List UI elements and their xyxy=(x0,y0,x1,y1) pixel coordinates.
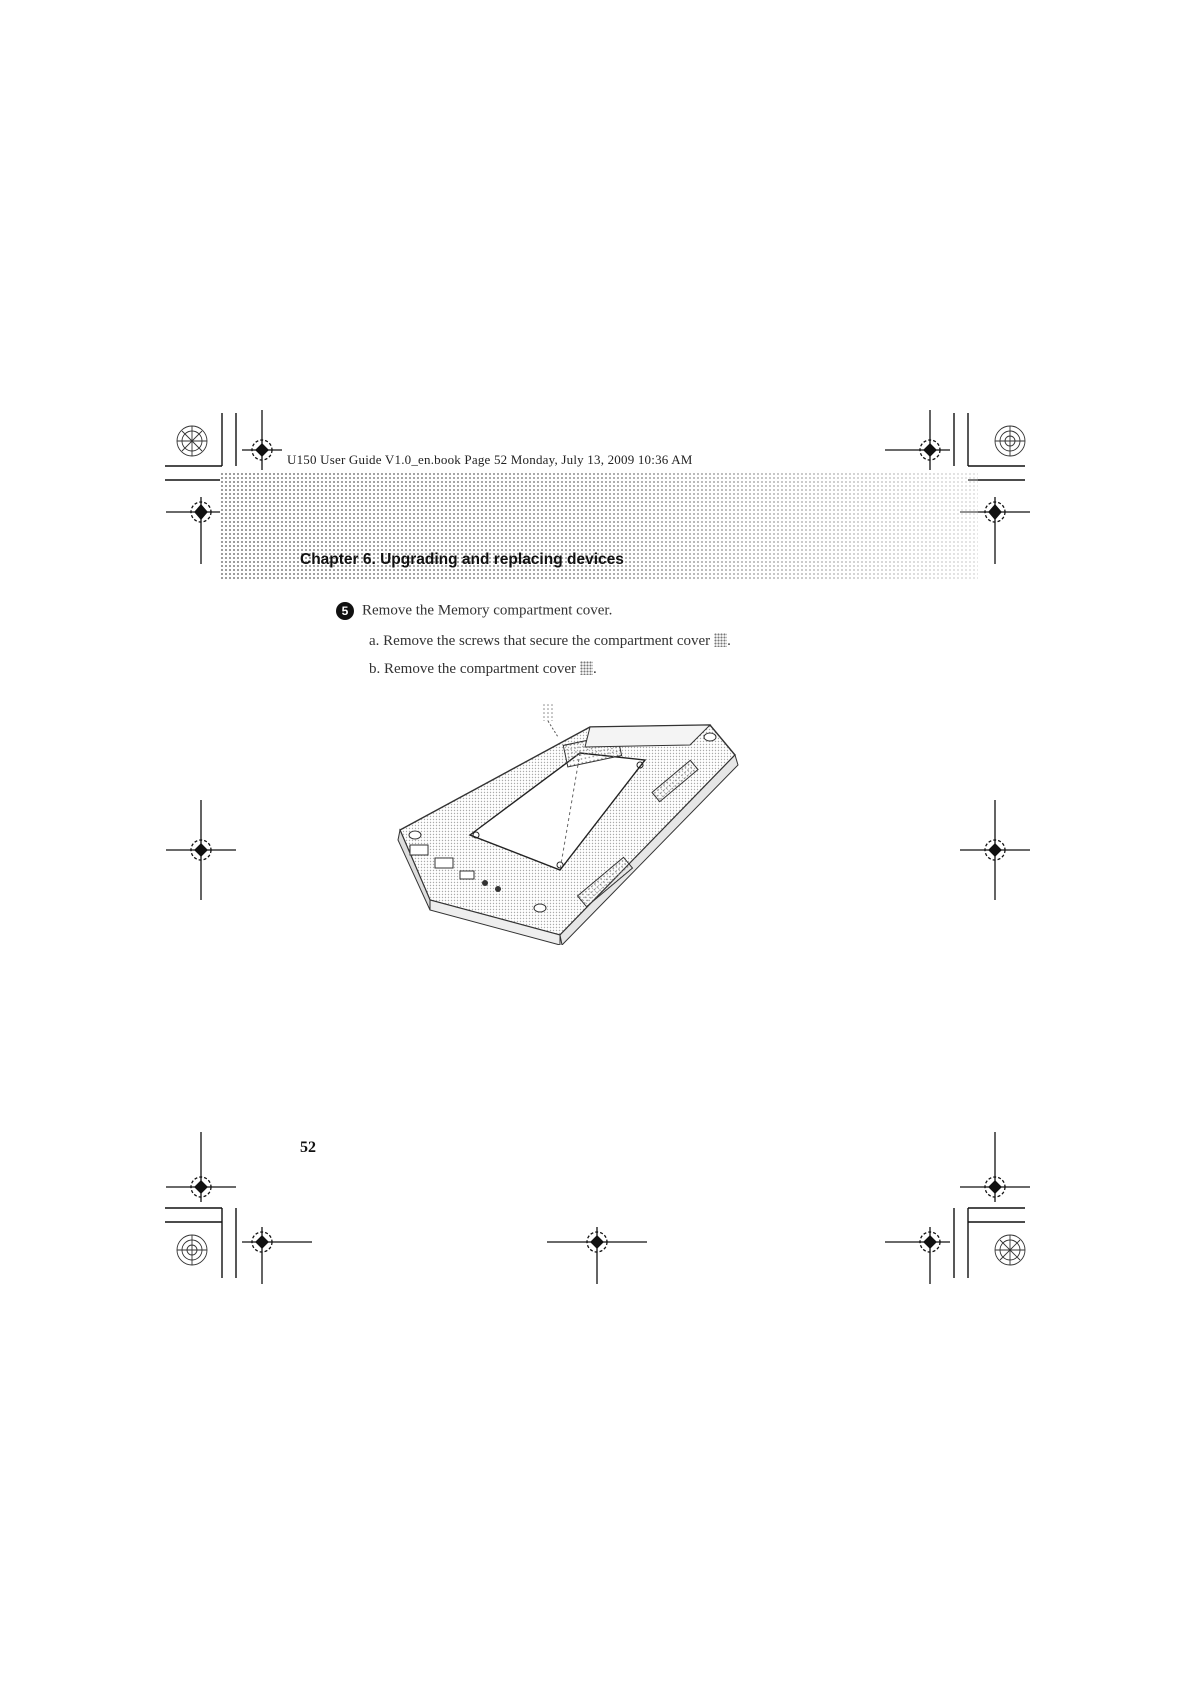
substep-suffix: . xyxy=(593,661,597,677)
page-number: 52 xyxy=(300,1139,316,1156)
substep-label: a. xyxy=(369,633,380,649)
substep-b xyxy=(369,661,597,678)
step-5 xyxy=(336,602,612,620)
callout-marker-icon xyxy=(714,633,727,647)
substep-label: b. xyxy=(369,661,381,677)
substep-suffix: . xyxy=(727,633,731,649)
chapter-title: Chapter 6. Upgrading and replacing devices xyxy=(300,551,624,568)
step-number-badge: 5 xyxy=(336,602,354,620)
laptop-bottom-illustration xyxy=(390,695,750,945)
substep-a xyxy=(369,633,731,650)
callout-marker-icon xyxy=(541,703,555,721)
substep-text: Remove the screws that secure the compartment cover xyxy=(383,633,711,649)
step-text: Remove the Memory compartment cover. xyxy=(362,602,613,619)
callout-marker-icon xyxy=(580,661,593,675)
book-header-line: U150 User Guide V1.0_en.book Page 52 Monday, July 13, 2009 10:36 AM xyxy=(287,452,693,467)
substep-text: Remove the compartment cover xyxy=(384,661,577,677)
